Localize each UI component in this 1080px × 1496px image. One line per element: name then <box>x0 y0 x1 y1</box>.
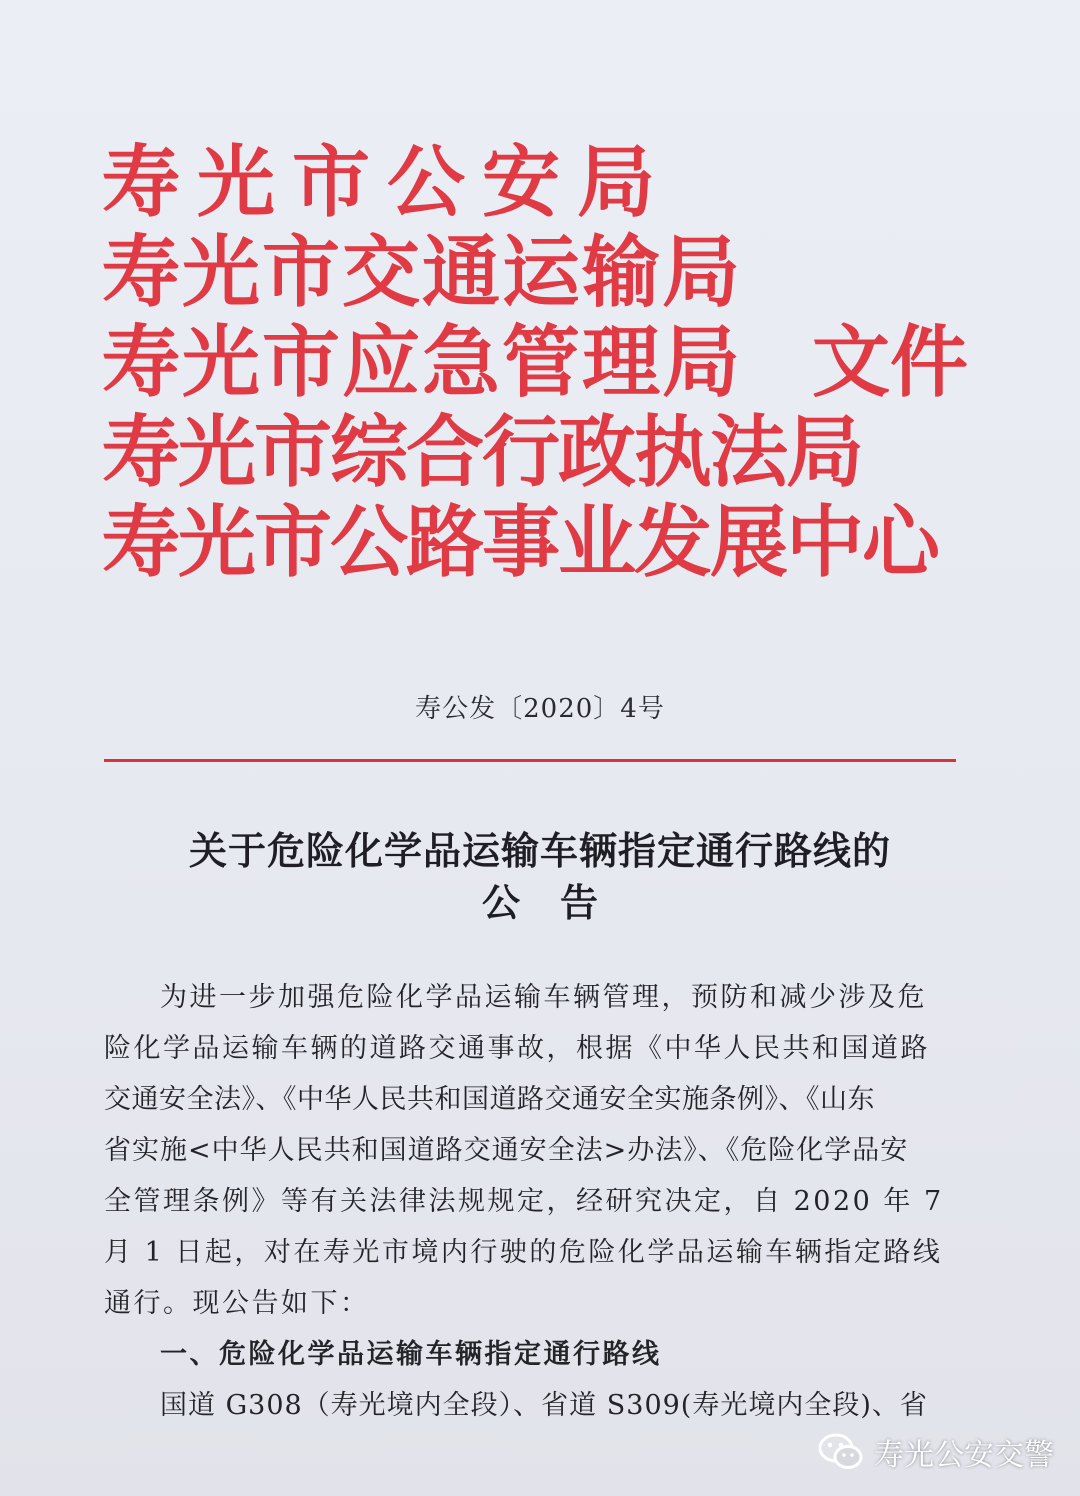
body-line: 险化学品运输车辆的道路交通事故，根据《中华人民共和国道路 <box>104 1033 930 1064</box>
agency-name: 寿光市综合行政执法局 <box>102 408 863 498</box>
wechat-icon <box>818 1432 864 1472</box>
notice-title: 关于危险化学品运输车辆指定通行路线的 <box>188 828 891 873</box>
section-heading: 一、危险化学品运输车辆指定通行路线 <box>160 1339 662 1370</box>
body-line: 月 1 日起，对在寿光市境内行驶的危险化学品运输车辆指定路线 <box>104 1237 943 1268</box>
body-line: 全管理条例》等有关法律法规规定，经研究决定，自 2020 年 7 <box>104 1186 944 1217</box>
notice-body <box>104 972 974 1431</box>
notice-title-suffix: 公告 <box>481 880 638 925</box>
document-number: 寿公发〔2020〕4号 <box>415 694 665 724</box>
body-line: 通行。现公告如下： <box>104 1288 370 1319</box>
body-line: 国道 G308（寿光境内全段）、省道 S309(寿光境内全段)、省 <box>160 1390 928 1421</box>
watermark-text: 寿光公安交警 <box>874 1438 1054 1473</box>
watermark <box>818 1430 1054 1474</box>
red-divider <box>104 759 956 762</box>
agency-name: 寿光市应急管理局 <box>102 318 743 408</box>
body-line: 省实施<中华人民共和国道路交通安全法>办法》、《危险化学品安 <box>104 1135 909 1166</box>
body-line: 交通安全法》、《中华人民共和国道路交通安全实施条例》、《山东 <box>104 1084 875 1115</box>
body-line: 为进一步加强危险化学品运输车辆管理，预防和减少涉及危 <box>160 982 927 1013</box>
agency-name: 寿光市公安局 <box>102 138 673 228</box>
document-label: 文件 <box>812 318 969 408</box>
issuing-agencies <box>102 138 982 588</box>
agency-name: 寿光市交通运输局 <box>102 228 743 318</box>
agency-name: 寿光市公路事业发展中心 <box>102 498 939 588</box>
